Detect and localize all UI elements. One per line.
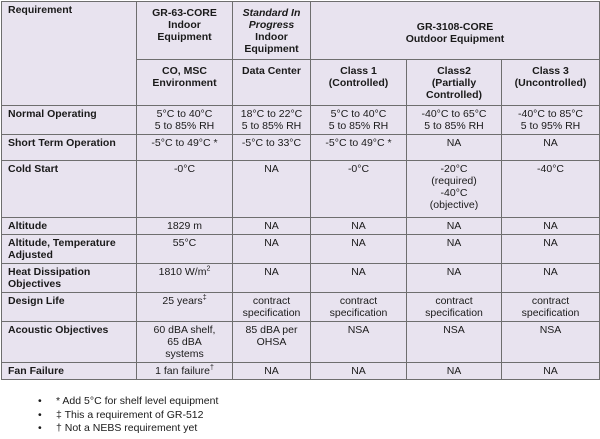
cell-line: NA — [543, 237, 558, 249]
cell-line: -5°C to 49°C * — [325, 137, 392, 149]
table-cell — [137, 363, 233, 380]
table-cell — [137, 264, 233, 293]
table-cell — [407, 363, 502, 380]
cell-line: 55°C — [172, 237, 197, 249]
table-cell — [502, 322, 600, 363]
header-line: CO, MSC — [162, 65, 207, 77]
table-row — [2, 363, 600, 380]
footnote-text: † Not a NEBS requirement yet — [56, 422, 198, 434]
table-cell — [233, 135, 311, 161]
cell-line: 5 to 85% RH — [424, 120, 484, 132]
table-cell — [502, 363, 600, 380]
table-cell — [233, 161, 311, 218]
cell-line: (required) — [431, 175, 477, 187]
table-cell — [233, 218, 311, 235]
cell-line: -40°C to 85°C — [518, 108, 584, 120]
table-cell — [502, 264, 600, 293]
table-cell — [407, 322, 502, 363]
header-line: Environment — [152, 77, 217, 89]
cell-line: NA — [446, 137, 462, 149]
table-cell — [502, 235, 600, 264]
cell-line: NA — [351, 266, 366, 278]
table-cell — [311, 322, 407, 363]
cell-line: NA — [264, 220, 279, 232]
header-line: Class 3 — [532, 65, 569, 77]
cell-line: contract — [252, 295, 291, 307]
table-cell — [407, 161, 502, 218]
table-row — [2, 264, 600, 293]
header-line: Class2 — [437, 65, 471, 77]
cell-line: -40°C — [440, 187, 468, 199]
table-cell — [311, 363, 407, 380]
cell-line: specification — [425, 307, 483, 319]
table-cell — [311, 218, 407, 235]
cell-line: OHSA — [256, 336, 287, 348]
table-cell — [407, 264, 502, 293]
cell-line: NA — [446, 266, 462, 278]
label-line: Fan Failure — [8, 365, 65, 377]
table-cell — [502, 135, 600, 161]
label-line: Normal Operating — [8, 108, 97, 120]
table-cell — [137, 218, 233, 235]
header-line: Equipment — [157, 31, 212, 43]
header-line: (Uncontrolled) — [514, 77, 587, 89]
table-row — [2, 322, 600, 363]
subheader-class1 — [311, 60, 407, 106]
table-cell — [311, 161, 407, 218]
table-cell — [407, 235, 502, 264]
bullet-icon: • — [38, 408, 42, 421]
table-cell — [311, 106, 407, 135]
table-cell — [407, 135, 502, 161]
row-label — [2, 322, 137, 363]
table-cell — [137, 106, 233, 135]
row-label — [2, 106, 137, 135]
bullet-icon: • — [38, 422, 42, 434]
cell-line: 85 dBA per — [245, 324, 298, 336]
table-cell — [502, 218, 600, 235]
row-label — [2, 218, 137, 235]
table-row — [2, 218, 600, 235]
header-line: Data Center — [242, 65, 301, 77]
header-requirement: Requirement — [2, 2, 137, 106]
label-line: Acoustic Objectives — [8, 324, 109, 336]
cell-line: -5°C to 33°C — [241, 137, 302, 149]
table-cell — [407, 106, 502, 135]
header-line: Indoor — [255, 31, 288, 43]
cell-line: NA — [446, 237, 462, 249]
subheader-class3 — [502, 60, 600, 106]
cell-line: -40°C — [537, 163, 564, 175]
table-cell — [502, 106, 600, 135]
table-cell — [502, 161, 600, 218]
table-cell — [137, 293, 233, 322]
table-cell — [233, 363, 311, 380]
cell-line — [140, 365, 229, 377]
table-row — [2, 135, 600, 161]
cell-line: 60 dBA shelf, — [153, 324, 216, 336]
cell-line: 1829 m — [166, 220, 203, 232]
subheader-co-msc — [137, 60, 233, 106]
cell-line: NA — [351, 365, 366, 377]
table-cell — [233, 322, 311, 363]
cell-line: NSA — [539, 324, 562, 336]
cell-line: specification — [242, 307, 301, 319]
cell-line: NA — [543, 220, 558, 232]
table-cell — [311, 264, 407, 293]
label-line: Altitude — [8, 220, 48, 232]
header-line: Controlled) — [426, 89, 482, 101]
cell-line: NA — [264, 365, 279, 377]
cell-line: NA — [264, 163, 279, 175]
cell-line: NA — [264, 237, 279, 249]
cell-line: NA — [543, 266, 558, 278]
subheader-class2 — [407, 60, 502, 106]
heat-value: 1810 W/m — [158, 266, 207, 278]
cell-line: 5 to 95% RH — [520, 120, 581, 132]
header-gr3108 — [311, 2, 600, 60]
header-line: GR-3108-CORE — [416, 21, 494, 33]
table-cell — [311, 235, 407, 264]
label-line: Heat Dissipation — [8, 266, 91, 278]
label-line: Short Term Operation — [8, 137, 116, 149]
label-line: Design Life — [8, 295, 65, 307]
fan-failure-value: 1 fan failure — [155, 365, 210, 377]
table-cell — [233, 264, 311, 293]
cell-line — [140, 266, 229, 278]
cell-line: (objective) — [429, 199, 479, 211]
cell-line: 5 to 85% RH — [328, 120, 389, 132]
header-line: (Partially — [431, 77, 477, 89]
cell-line: NA — [446, 220, 462, 232]
footnote-item — [38, 409, 218, 423]
footnote-text: ‡ This a requirement of GR-512 — [56, 408, 204, 421]
cell-line: NA — [446, 365, 462, 377]
cell-line: -5°C to 49°C * — [151, 137, 218, 149]
row-label — [2, 264, 137, 293]
cell-line: -40°C to 65°C — [421, 108, 487, 120]
header-row — [2, 2, 600, 60]
header-line: (Controlled) — [328, 77, 389, 89]
cell-line: NSA — [443, 324, 465, 336]
cell-line: contract — [531, 295, 570, 307]
cell-line: NA — [264, 266, 279, 278]
design-life-value: 25 years — [162, 295, 203, 307]
header-line: Standard In — [242, 7, 301, 19]
table-cell — [233, 235, 311, 264]
label-line: Objectives — [8, 278, 62, 290]
cell-line: NSA — [347, 324, 370, 336]
row-label — [2, 293, 137, 322]
table-cell — [137, 235, 233, 264]
header-line: Indoor — [168, 19, 201, 31]
subheader-data-center — [233, 60, 311, 106]
cell-line: contract — [435, 295, 473, 307]
double-dagger-mark: ‡ — [202, 294, 207, 302]
cell-line: 5 to 85% RH — [241, 120, 302, 132]
table-row — [2, 235, 600, 264]
table-cell — [233, 293, 311, 322]
cell-line: NA — [351, 237, 366, 249]
table-cell — [137, 322, 233, 363]
cell-line: NA — [543, 137, 558, 149]
cell-line: NA — [351, 220, 366, 232]
table-row — [2, 293, 600, 322]
header-line: Outdoor Equipment — [405, 33, 505, 45]
bullet-icon: • — [38, 395, 42, 407]
cell-line: -0°C — [347, 163, 370, 175]
header-standard-in-progress — [233, 2, 311, 60]
row-label — [2, 363, 137, 380]
cell-line: -0°C — [173, 163, 196, 175]
requirements-table — [1, 1, 600, 380]
table-cell — [311, 135, 407, 161]
cell-line — [140, 295, 229, 307]
cell-line: systems — [165, 348, 204, 360]
footnote-item — [38, 395, 218, 409]
label-line: Altitude, Temperature — [8, 237, 116, 249]
cell-line: 5 to 85% RH — [154, 120, 215, 132]
superscript-two: 2 — [206, 265, 211, 273]
header-line: Progress — [248, 19, 295, 31]
cell-line: 18°C to 22°C — [240, 108, 303, 120]
cell-line: NA — [543, 365, 558, 377]
header-gr63 — [137, 2, 233, 60]
table-cell — [407, 218, 502, 235]
footnote-item — [38, 422, 218, 436]
table-cell — [233, 106, 311, 135]
cell-line: 5°C to 40°C — [156, 108, 213, 120]
table-cell — [502, 293, 600, 322]
row-label — [2, 235, 137, 264]
table-cell — [311, 293, 407, 322]
table-row — [2, 106, 600, 135]
label-line: Adjusted — [8, 249, 53, 261]
label-line: Cold Start — [8, 163, 59, 175]
table-cell — [137, 161, 233, 218]
header-line: Class 1 — [340, 65, 377, 77]
table-row — [2, 161, 600, 218]
header-line: GR-63-CORE — [152, 7, 217, 19]
dagger-mark: † — [209, 364, 214, 372]
table-cell — [407, 293, 502, 322]
row-label — [2, 135, 137, 161]
cell-line: 65 dBA — [167, 336, 202, 348]
cell-line: specification — [329, 307, 388, 319]
cell-line: 5°C to 40°C — [330, 108, 387, 120]
footnote-text: * Add 5°C for shelf level equipment — [56, 395, 219, 407]
row-label — [2, 161, 137, 218]
table-cell — [137, 135, 233, 161]
cell-line: specification — [521, 307, 580, 319]
cell-line: -20°C — [440, 163, 468, 175]
footnotes-list — [38, 395, 218, 436]
header-line: Equipment — [244, 43, 299, 55]
cell-line: contract — [339, 295, 378, 307]
